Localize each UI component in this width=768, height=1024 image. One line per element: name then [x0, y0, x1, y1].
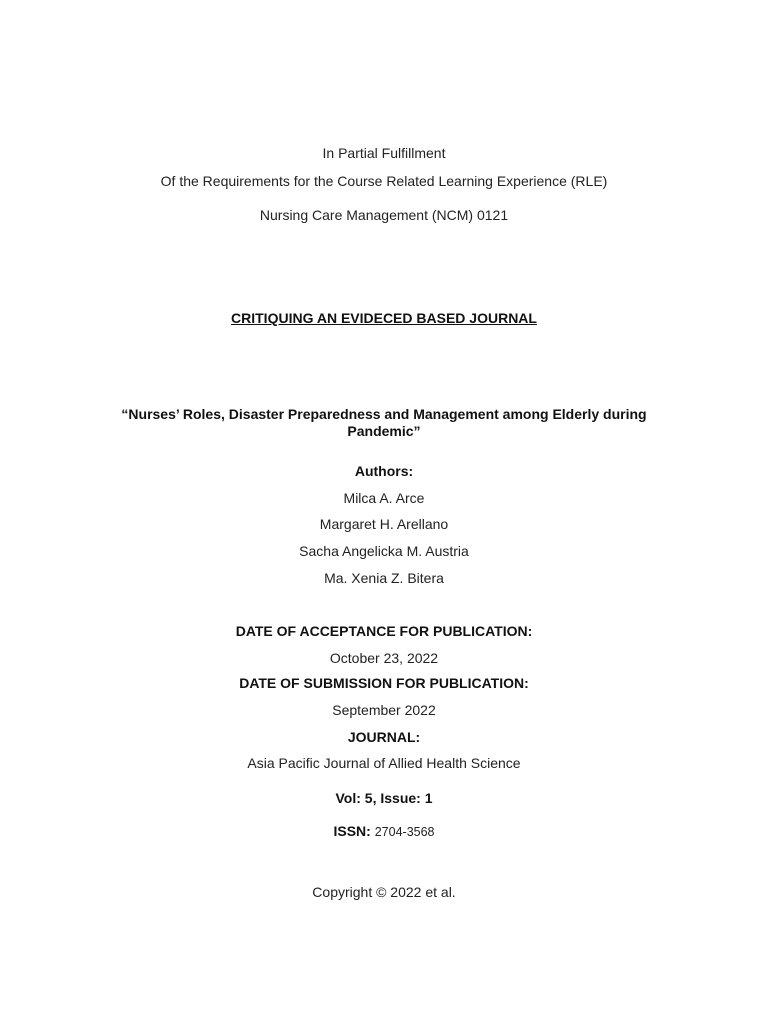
requirements-line: Of the Requirements for the Course Related Learning Experience (RLE)	[160, 173, 608, 189]
article-title: “Nurses’ Roles, Disaster Preparedness and Management among Elderly during Pandemic”	[121, 406, 647, 439]
acceptance-date: October 23, 2022	[329, 650, 439, 666]
author-name: Sacha Angelicka M. Austria	[299, 543, 469, 559]
document-heading	[0, 310, 768, 327]
journal-name: Asia Pacific Journal of Allied Health Science	[247, 755, 521, 771]
author-name: Milca A. Arce	[343, 490, 425, 506]
course-line: Nursing Care Management (NCM) 0121	[259, 207, 509, 223]
issn-value: 2704-3568	[374, 825, 435, 839]
authors-label: Authors:	[354, 463, 414, 479]
document-heading-text: CRITIQUING AN EVIDECED BASED JOURNAL	[231, 310, 537, 326]
fulfillment-line: In Partial Fulfillment	[322, 145, 446, 161]
acceptance-label: DATE OF ACCEPTANCE FOR PUBLICATION:	[235, 623, 533, 639]
issn-label: ISSN:	[333, 823, 371, 839]
volume-issue: Vol: 5, Issue: 1	[335, 790, 433, 806]
author-name: Ma. Xenia Z. Bitera	[324, 570, 444, 586]
journal-label: JOURNAL:	[347, 729, 421, 745]
copyright-line: Copyright © 2022 et al.	[312, 884, 456, 900]
issn-line	[0, 823, 768, 841]
author-name: Margaret H. Arellano	[319, 516, 449, 532]
submission-label: DATE OF SUBMISSION FOR PUBLICATION:	[239, 675, 529, 691]
submission-date: September 2022	[332, 702, 436, 718]
